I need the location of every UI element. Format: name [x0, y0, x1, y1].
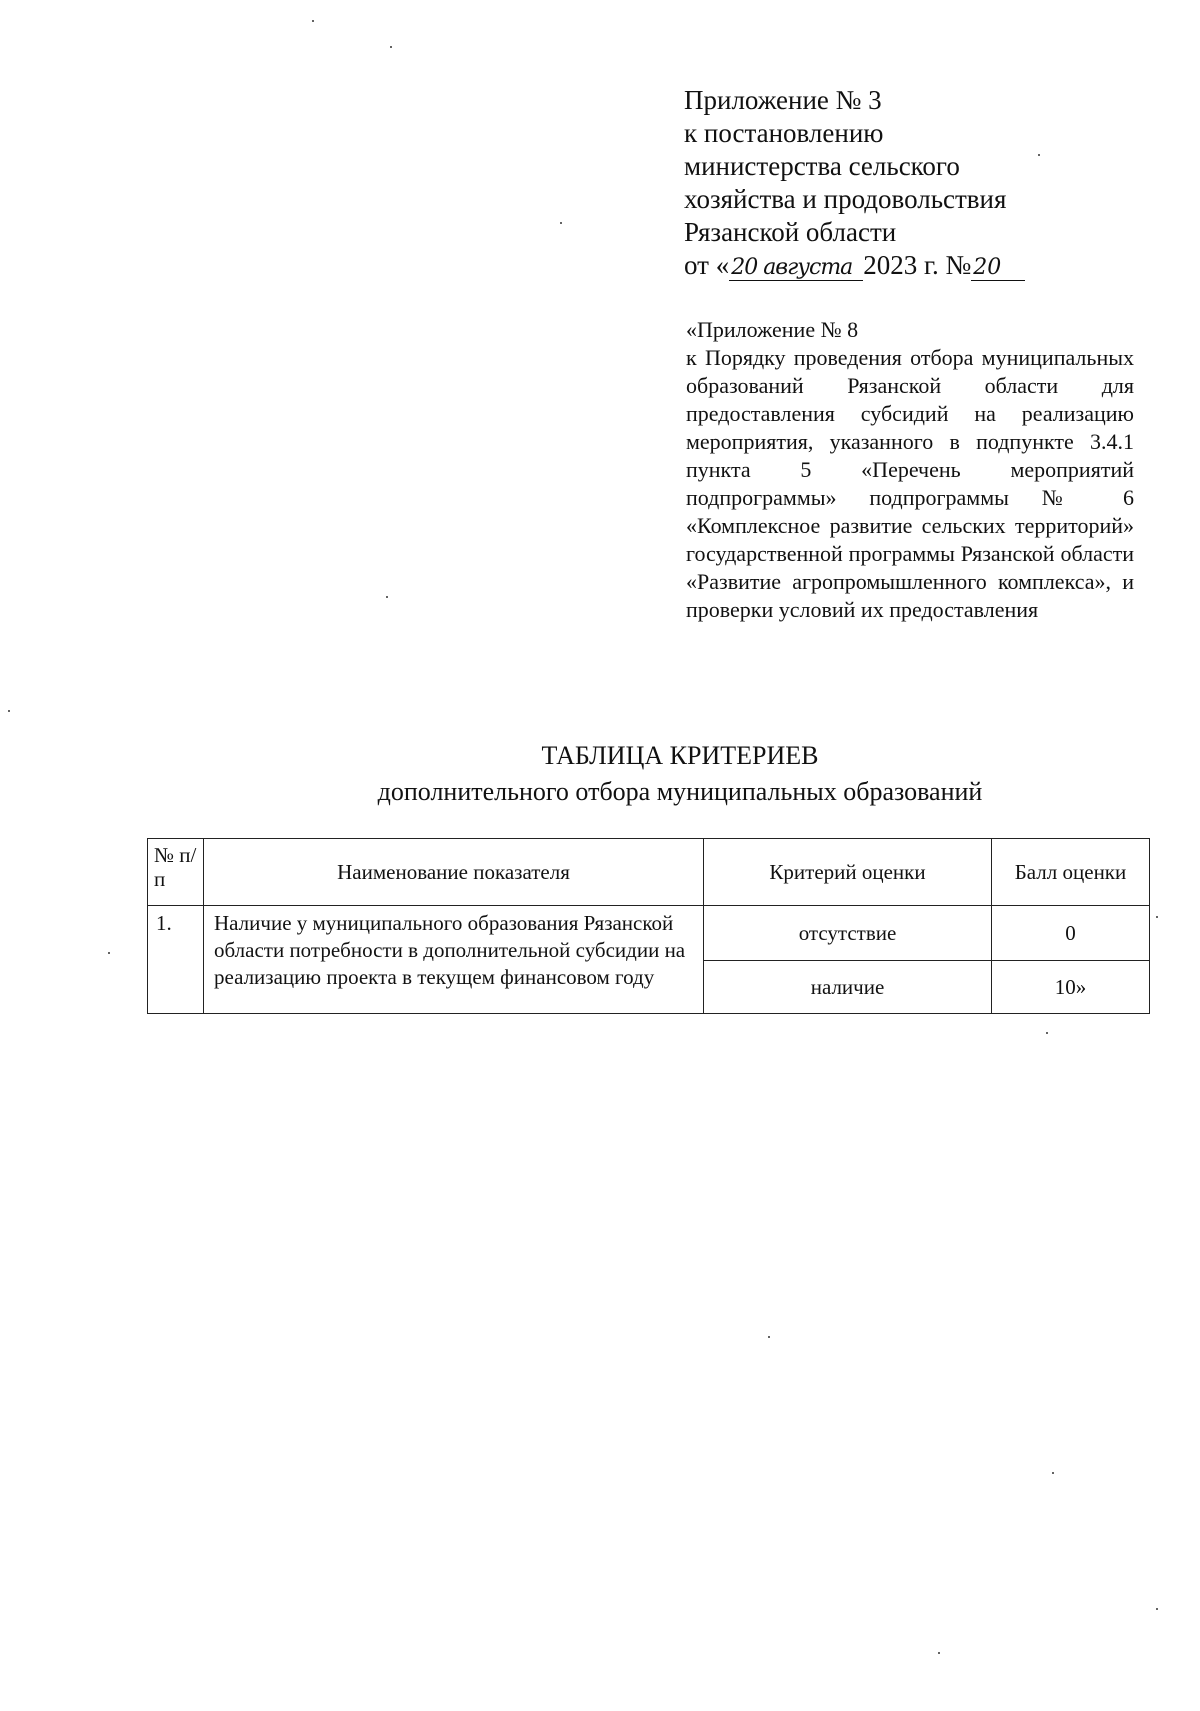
appendix-8-title: «Приложение № 8 [686, 317, 859, 342]
criteria-table [147, 838, 1150, 1014]
table-header-row [148, 839, 1150, 906]
handwritten-date: 20 августа [729, 256, 863, 281]
scan-speck [768, 1336, 770, 1338]
handwritten-number: 20 [971, 256, 1025, 281]
header-line-2: к постановлению [684, 118, 884, 148]
header-line-3: министерства сельского [684, 151, 960, 181]
header-date-line [684, 249, 1104, 282]
scan-speck [390, 46, 392, 48]
header-num: № п/п [148, 839, 204, 906]
scan-speck [1046, 1032, 1048, 1034]
date-prefix: от « [684, 250, 730, 280]
scan-speck [1052, 1472, 1054, 1474]
criterion-cell: наличие [704, 961, 992, 1014]
scan-speck [560, 222, 562, 224]
scan-speck [312, 20, 314, 22]
table-row [148, 906, 1150, 961]
scan-speck [1156, 1608, 1158, 1610]
row-indicator-name: Наличие у муниципального образования Рязанской области потребности в дополнительной субсидии на реализацию проекта в текущем финансовом году [204, 906, 704, 1014]
header-score: Балл оценки [992, 839, 1150, 906]
header-line-4: хозяйства и продовольствия [684, 184, 1007, 214]
date-suffix: 2023 г. № [863, 250, 972, 280]
header-line-5: Рязанской области [684, 217, 897, 247]
scan-speck [8, 710, 10, 712]
header-name: Наименование показателя [204, 839, 704, 906]
row-num: 1. [148, 906, 204, 1014]
scan-speck [386, 596, 388, 598]
score-cell: 10» [992, 961, 1150, 1014]
appendix-8-block [686, 316, 1134, 624]
header-criterion: Критерий оценки [704, 839, 992, 906]
criterion-cell: отсутствие [704, 906, 992, 961]
appendix-8-text: к Порядку проведения отбора муниципальных образований Рязанской области для предоставления субсидий на реализацию мероприятия, указанного в подпункте 3.4.1 пункта 5 «Перечень мероприятий подпрограммы» подпрограммы № 6 «Комплексное развитие сельских территорий» государственной программы Рязанской области «Развитие агропромышленного комплекса», и проверки условий их предоставления [686, 345, 1134, 622]
header-line-1: Приложение № 3 [684, 85, 882, 115]
table-title: ТАБЛИЦА КРИТЕРИЕВ [541, 741, 819, 770]
scan-speck [108, 952, 110, 954]
scan-speck [938, 1652, 940, 1654]
scan-speck [1156, 916, 1158, 918]
scan-speck [1038, 154, 1040, 156]
score-cell: 0 [992, 906, 1150, 961]
appendix-3-header [684, 84, 1104, 282]
table-subtitle: дополнительного отбора муниципальных образований [377, 777, 983, 806]
